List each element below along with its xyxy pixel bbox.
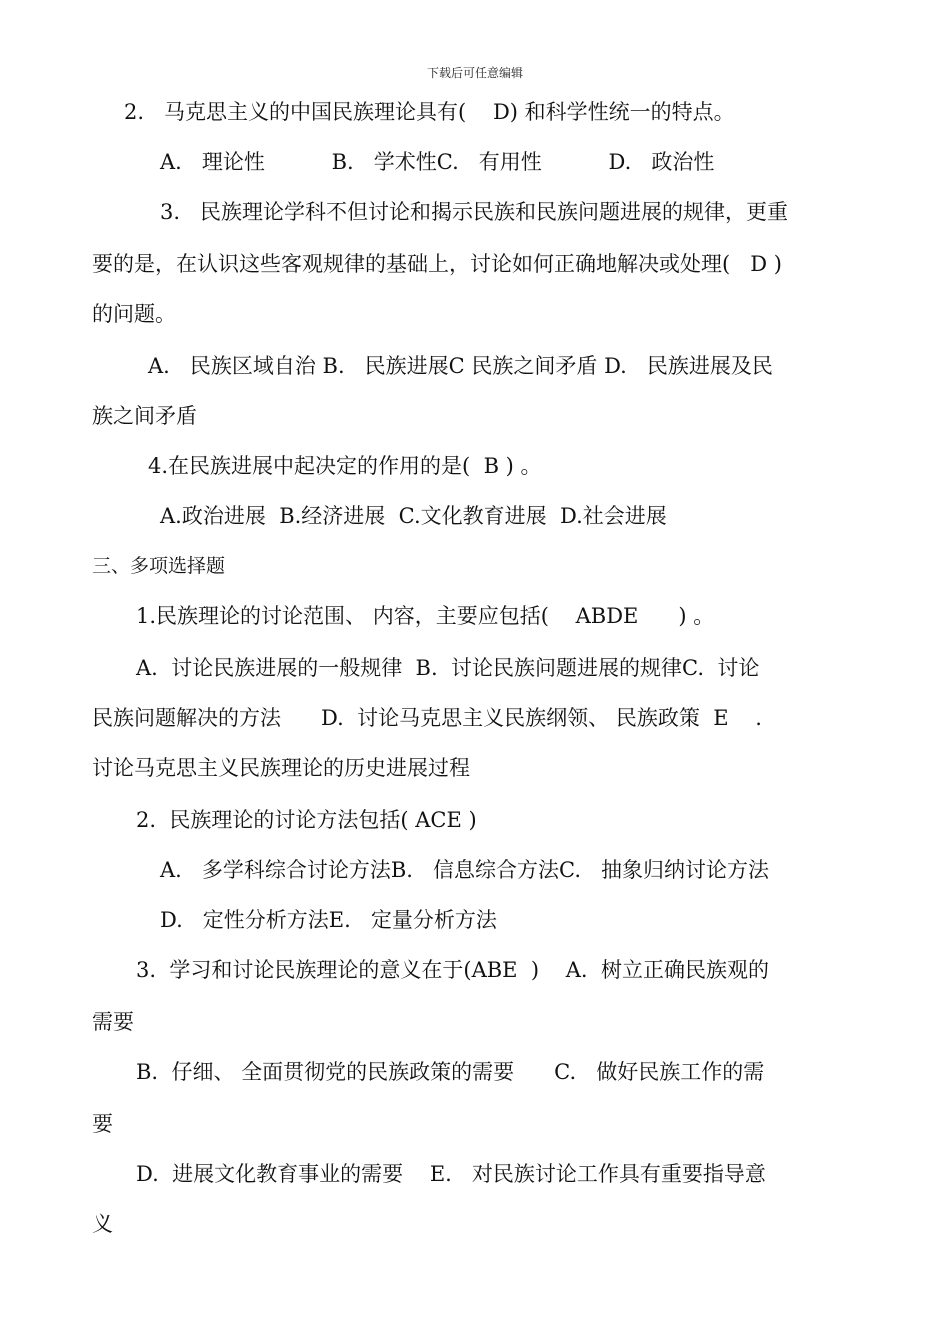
q2-stem: 2. 马克思主义的中国民族理论具有( D) 和科学性统一的特点。 <box>124 100 735 124</box>
mq3-stem: 3. 学习和讨论民族理论的意义在于(ABE ) A. 树立正确民族观的 <box>136 958 769 982</box>
mq2-options-line1: A. 多学科综合讨论方法B. 信息综合方法C. 抽象归纳讨论方法 <box>160 858 770 882</box>
q3-stem-line2: 要的是，在认识这些客观规律的基础上，讨论如何正确地解决或处理( D ) <box>92 252 782 276</box>
section-title: 三、多项选择题 <box>92 555 226 577</box>
mq2-options-line2: D. 定性分析方法E. 定量分析方法 <box>160 908 497 932</box>
mq2-stem: 2. 民族理论的讨论方法包括( ACE ) <box>136 808 477 832</box>
mq3-options-line1: B. 仔细、 全面贯彻党的民族政策的需要 C. 做好民族工作的需 <box>136 1060 765 1084</box>
mq1-options-line3: 讨论马克思主义民族理论的历史进展过程 <box>92 756 470 780</box>
mq1-options-line2: 民族问题解决的方法 D. 讨论马克思主义民族纲领、 民族政策 E . <box>92 706 762 730</box>
q4-options: A.政治进展 B.经济进展 C.文化教育进展 D.社会进展 <box>160 504 667 528</box>
q3-stem-line1: 3. 民族理论学科不但讨论和揭示民族和民族问题进展的规律，更重 <box>160 200 789 224</box>
q3-options-line2: 族之间矛盾 <box>92 404 197 428</box>
q2-options: A. 理论性 B. 学术性C. 有用性 D. 政治性 <box>160 150 715 174</box>
q3-stem-line3: 的问题。 <box>92 302 176 326</box>
page-header: 下载后可任意编辑 <box>426 66 523 80</box>
mq3-stem-cont: 需要 <box>92 1010 134 1034</box>
q4-stem: 4.在民族进展中起决定的作用的是( B ) 。 <box>148 454 542 478</box>
mq1-options-line1: A. 讨论民族进展的一般规律 B. 讨论民族问题进展的规律C. 讨论 <box>136 656 760 680</box>
mq3-options-line3: D. 进展文化教育事业的需要 E. 对民族讨论工作具有重要指导意 <box>136 1162 766 1186</box>
mq1-stem: 1.民族理论的讨论范围、 内容，主要应包括( ABDE ) 。 <box>136 604 715 628</box>
mq3-options-line4: 义 <box>92 1212 113 1236</box>
q3-options-line1: A. 民族区域自治 B. 民族进展C 民族之间矛盾 D. 民族进展及民 <box>148 354 773 378</box>
mq3-options-line2: 要 <box>92 1112 113 1136</box>
